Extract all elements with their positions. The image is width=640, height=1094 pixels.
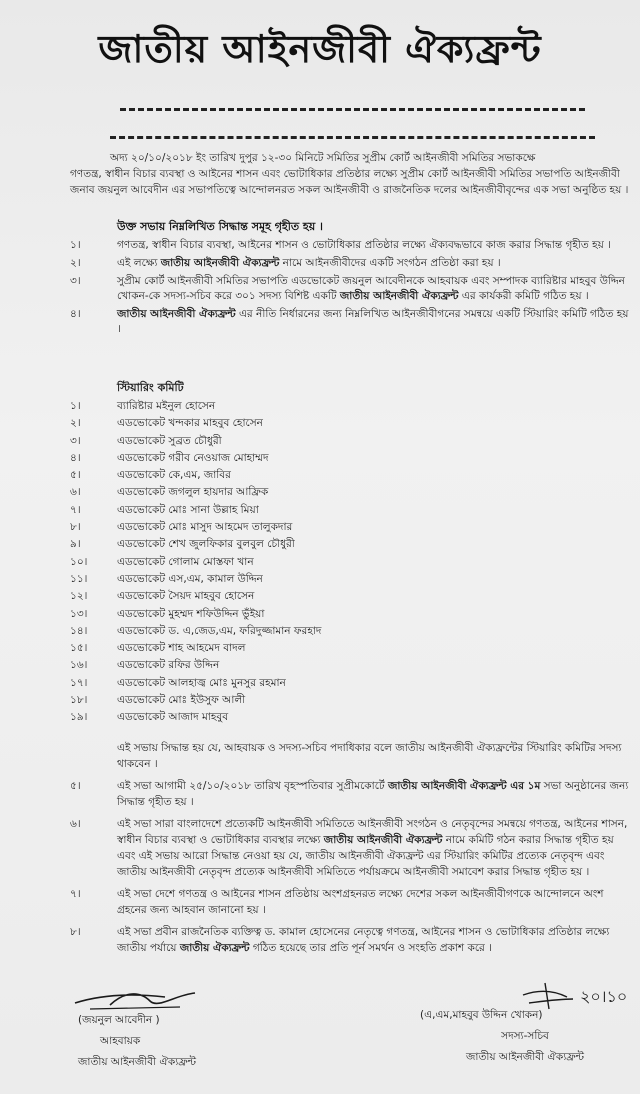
steering-member-row: [70, 467, 630, 484]
member-name: এডভোকেট গোলাম মোস্তফা খান: [117, 555, 254, 568]
decision-item: [70, 274, 630, 304]
member-number: ২।: [70, 417, 81, 430]
member-name: এডভোকেট গরীব নেওয়াজ মোহাম্মদ: [117, 451, 269, 464]
handwritten-date: ২০।১০: [580, 987, 628, 1006]
member-number: ৮।: [70, 521, 81, 534]
member-number: ৯।: [70, 538, 81, 551]
intro-line-1: অদ্য ২০/১০/২০১৮ ইং তারিখ দুপুর ১২-৩০ মিনিটে সমিতির সুপ্রীম কোর্ট আইনজীবী সমিতির সভাকক্ষে: [110, 152, 536, 164]
member-name: এডভোকেট মোঃ ইউসুফ আলী: [117, 694, 246, 707]
decision-text-pre: এই সভা প্রবীন রাজনৈতিক ব্যক্তিত্ব ড. কামাল হোসেনের নেতৃত্বে গণতন্ত্র, আইনের শাসন ও ভোটাধিকার প্রতিষ্ঠার লক্ষ্যে জাতীয় পর্যায়ে: [117, 926, 610, 954]
decision-number: ৭।: [70, 888, 81, 900]
decision-text: [117, 256, 630, 271]
decision-text-bold: জাতীয় আইনজীবী ঐক্যফ্রন্ট: [117, 308, 236, 320]
member-name: এডভোকেট জগলুল হায়দার আফ্রিক: [117, 486, 269, 499]
signatory-left-role: আহবায়ক: [100, 1035, 141, 1047]
member-number: ১২।: [70, 590, 88, 603]
signatory-right-org: জাতীয় আইনজীবী ঐক্যফ্রন্ট: [466, 1051, 584, 1063]
member-number: ১৫।: [70, 642, 88, 655]
member-number: ১৪।: [70, 624, 88, 637]
steering-member-row: [70, 675, 630, 692]
steering-member-row: [70, 536, 630, 553]
member-number: ১১।: [70, 572, 88, 585]
signature-right: [420, 1005, 630, 1068]
decision-text-bold: জাতীয় আইনজীবী ঐক্যফ্রন্ট: [339, 290, 459, 302]
steering-member-row: [70, 554, 630, 571]
member-name: এডভোকেট মুহম্মদ শফিউদ্দিন ভুঁইয়া: [117, 607, 265, 620]
decisions-heading: উক্ত সভায় নিম্নলিখিত সিদ্ধান্ত সমূহ গৃহীত হয় ।: [117, 220, 323, 233]
member-number: ১৭।: [70, 676, 88, 689]
title-divider-2: [110, 136, 595, 139]
member-number: ৪।: [70, 451, 81, 464]
member-name: এডভোকেট এস,এম, কামাল উদ্দিন: [117, 572, 263, 585]
decision-text-post: সভা অনুষ্ঠানের জন্য সিদ্ধান্ত গৃহীত হয় ।: [117, 780, 629, 808]
signature-left: [78, 1010, 248, 1073]
steering-member-row: [70, 588, 630, 605]
decision-text-post: গঠিত হয়েছে তার প্রতি পূর্ন সমর্থন ও সংহতি প্রকাশ করে ।: [249, 942, 492, 954]
member-name: এডভোকেট সৈয়দ মাহবুব হোসেন: [117, 590, 255, 603]
member-name: এডভোকেট ড. এ,জেড,এম, ফরিদুজ্জামান ফরহাদ: [117, 624, 322, 637]
member-number: ১৬।: [70, 659, 88, 672]
intro-line-2: গণতন্ত্র, স্বাধীন বিচার ব্যবস্থা ও আইনের শাসন এবং ভোটাধিকার প্রতিষ্ঠার লক্ষ্যে সুপ্রীম কোর্ট আইনজীবী সমিতির সভাপতি আইনজীবী জনাব জয়নুল আবেদীন এর সভাপতিত্বে আন্দোলনরত সকল আইনজীবী ও রাজনৈতিক দলের আইনজীবীবৃন্দের এক সভা অনুষ্ঠিত হয় ।: [70, 168, 629, 196]
decision-text: [117, 816, 630, 880]
member-name: এডভোকেট শেখ জুলফিকার বুলবুল চৌধুরী: [117, 538, 295, 551]
decision-number: ৫।: [70, 780, 81, 792]
signatory-right-role: সদস্য-সচিব: [501, 1030, 549, 1042]
decision-number: ২।: [70, 257, 81, 269]
decision-text-post: এর নীতি নির্ধারনের জন্য নিম্নলিখিত আইনজীবীগনের সমন্বয়ে একটি স্টিয়ারিং কমিটি গঠিত হয় ।: [117, 308, 629, 335]
decisions-list-2: [70, 778, 630, 962]
decision-text: [117, 274, 630, 304]
steering-member-row: [70, 398, 630, 415]
member-name: এডভোকেট খন্দকার মাহবুব হোসেন: [117, 417, 263, 430]
member-number: ১৩।: [70, 607, 88, 620]
member-name: এডভোকেট মোঃ সানা উল্লাহ মিয়া: [117, 503, 259, 516]
intro-paragraph: [70, 150, 630, 198]
decision-text-pre: এই সভা আগামী ২৫/১০/২০১৮ তারিখ বৃহস্পতিবার সুপ্রীমকোর্টে: [117, 780, 388, 792]
member-name: এডভোকেট শাহ আহমেদ বাদল: [117, 642, 246, 655]
decision-number: ৬।: [70, 818, 81, 830]
steering-member-row: [70, 415, 630, 432]
decision-text-pre: এই সভা সারা বাংলাদেশে প্রত্যেকটি আইনজীবী সমিতিতে আইনজীবী সংগঠন ও নেতৃবৃন্দের সমন্বয়ে গণতন্ত্র, আইনের শাসন, স্বাধীন বিচার ব্যবস্থা ও ভোটাধিকার ব্যবস্থার লক্ষ্যে: [117, 818, 628, 846]
decision-item: [70, 886, 630, 918]
member-number: ১০।: [70, 555, 88, 568]
decision-text: [117, 778, 630, 810]
decision-number: ৮।: [70, 926, 81, 938]
decision-text: [117, 924, 630, 956]
decision-item: [70, 256, 630, 271]
member-number: ৭।: [70, 503, 81, 516]
decision-text-bold: জাতীয় আইনজীবী ঐক্যফ্রন্ট: [160, 257, 280, 269]
decision-item: [70, 307, 630, 337]
decision-text: [117, 307, 630, 337]
steering-member-row: [70, 692, 630, 709]
decisions-list: [70, 238, 630, 340]
decision-number: ৪।: [70, 308, 81, 320]
member-number: ১৮।: [70, 694, 88, 707]
member-number: ৩।: [70, 434, 81, 447]
steering-member-row: [70, 606, 630, 623]
decision-number: ১।: [70, 239, 81, 251]
steering-member-row: [70, 640, 630, 657]
decision-text: এই সভা দেশে গণতন্ত্র ও আইনের শাসন প্রতিষ্ঠায় অংশগ্রহনরত লক্ষ্যে দেশের সকল আইনজীবীগণকে আন্দোলনে অংশ গ্রহনের জন্য আহবান জানানো হয় ।: [117, 888, 604, 916]
decision-text-bold: জাতীয় আইনজীবী ঐক্যফ্রন্ট এর ১ম: [387, 780, 541, 792]
decision-item: [70, 924, 630, 956]
member-number: ৫।: [70, 469, 81, 482]
decision-text: গণতন্ত্র, স্বাধীন বিচার ব্যবস্থা, আইনের শাসন ও ভোটাধিকার প্রতিষ্ঠার লক্ষ্যে ঐক্যবদ্ধভাবে কাজ করার সিদ্ধান্ত গৃহীত হয় ।: [117, 239, 611, 251]
steering-member-row: [70, 484, 630, 501]
steering-member-row: [70, 502, 630, 519]
steering-member-row: [70, 450, 630, 467]
member-number: ১।: [70, 400, 81, 412]
decision-item: [70, 238, 630, 253]
decision-item: [70, 816, 630, 880]
steering-member-row: [70, 657, 630, 674]
member-name: এডভোকেট রফির উদ্দিন: [117, 659, 220, 672]
steering-member-row: [70, 519, 630, 536]
decision-text-pre: সুপ্রীম কোর্ট আইনজীবী সমিতির সভাপতি এডভোকেট জয়নুল আবেদীনকে আহবায়ক এবং সম্পাদক ব্যারিষ্টার মাহবুব উদ্দিন খোকন-কে সদস্য-সচিব করে ৩০১ সদস্য বিশিষ্ট একটি: [117, 275, 625, 302]
steering-member-row: [70, 433, 630, 450]
decision-item: [70, 778, 630, 810]
member-number: ৬।: [70, 486, 81, 499]
decision-text-bold: জাতীয় আইনজীবী ঐক্যফ্রন্ট: [323, 834, 443, 846]
member-name: এডভোকেট সুব্রত চৌধুরী: [117, 434, 222, 447]
member-name: এডভোকেট আজাদ মাহবুব: [117, 711, 229, 724]
steering-note: এই সভায় সিদ্ধান্ত হয় যে, আহবায়ক ও সদস্য-সচিব পদাধিকার বলে জাতীয় আইনজীবী ঐক্যফ্রন্টের স্টিয়ারিং কমিটির সদস্য থাকবেন ।: [117, 742, 622, 770]
steering-members-list: [70, 398, 630, 727]
page-title: জাতীয় আইনজীবী ঐক্যফ্রন্ট: [98, 27, 542, 71]
decision-text-post: এর কার্যকরী কমিটি গঠিত হয় ।: [458, 290, 589, 302]
signatory-left-name: (জয়নুল আবেদীন ): [78, 1014, 160, 1026]
signatory-left-org: জাতীয় আইনজীবী ঐক্যফ্রন্ট: [78, 1056, 196, 1068]
title-divider: [120, 108, 585, 111]
steering-member-row: [70, 571, 630, 588]
member-name: ব্যারিষ্টার মইনুল হোসেন: [117, 400, 216, 412]
member-name: এডভোকেট কে,এম, জাবির: [117, 469, 231, 482]
member-name: এডভোকেট আলহাজ্ব মোঃ মুনসুর রহমান: [117, 676, 286, 689]
decision-text-post: নামে আইনজীবীদের একটি সংগঠন প্রতিষ্ঠা করা হয় ।: [279, 257, 501, 269]
steering-member-row: [70, 623, 630, 640]
steering-member-row: [70, 709, 630, 726]
decision-text-bold: জাতীয় ঐক্যফ্রন্ট: [179, 942, 250, 954]
decision-text-post: নামে কমিটি গঠন করার সিদ্ধান্ত গৃহীত হয় এবং এই সভায় আরো সিদ্ধান্ত নেওয়া হয় যে, জাতীয় আইনজীবী ঐক্যফ্রন্ট এর স্টিয়ারিং কমিটির প্রত্যেক নেতৃবৃন্দ এবং জাতীয় আইনজীবী নেতৃবৃন্দ প্রত্যেক আইনজীবী সমিতিতে পর্যায়ক্রমে আইনজীবী সমাবেশ করার সিদ্ধান্ত গৃহীত হয় ।: [117, 834, 614, 878]
signatory-right-name: (এ,এম,মাহবুব উদ্দিন খোকন): [420, 1009, 543, 1021]
decision-number: ৩।: [70, 275, 81, 287]
member-number: ১৯।: [70, 711, 88, 724]
steering-committee-heading: স্টিয়ারিং কমিটি: [117, 381, 184, 394]
member-name: এডভোকেট মোঃ মাসুদ আহমেদ তালুকদার: [117, 521, 293, 534]
decision-text-pre: এই লক্ষ্যে: [117, 257, 161, 269]
